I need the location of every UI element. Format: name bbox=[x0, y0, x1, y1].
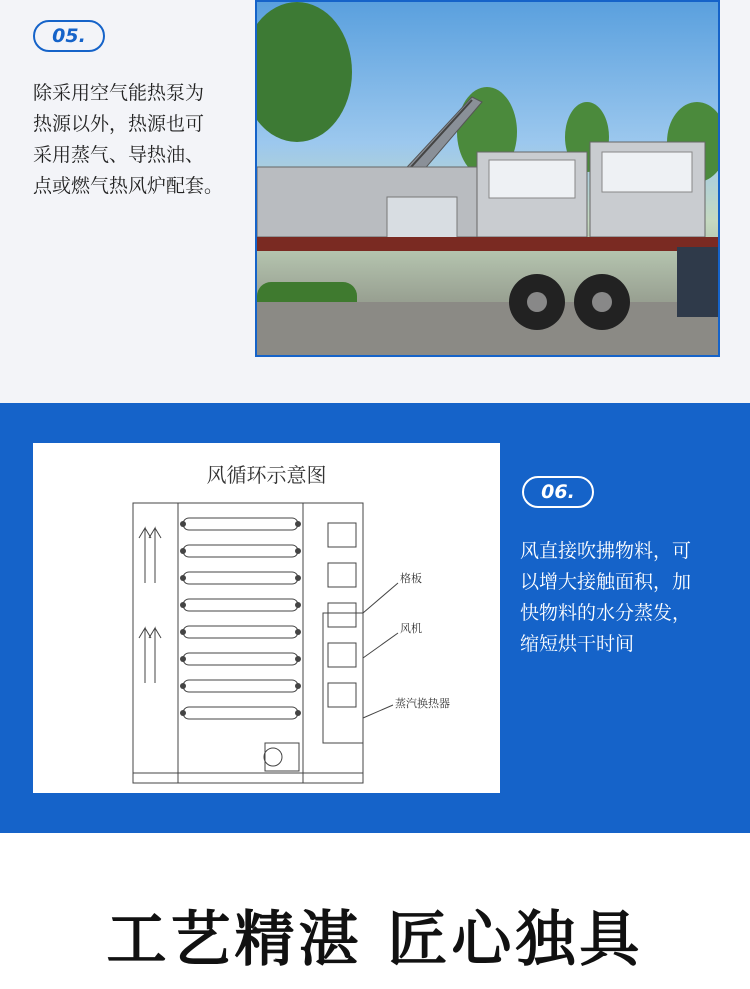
description-line: 以增大接触面积，加 bbox=[520, 571, 692, 593]
step-badge-05: 05. bbox=[33, 20, 105, 52]
section-06-description bbox=[520, 536, 740, 660]
description-line: 风直接吹拂物料，可 bbox=[520, 540, 692, 562]
air-circulation-diagram bbox=[33, 443, 500, 793]
diagram-drawing bbox=[33, 443, 500, 793]
description-line: 采用蒸气、导热油、 bbox=[33, 144, 205, 166]
description-line: 点或燃气热风炉配套。 bbox=[33, 175, 224, 197]
description-line: 热源以外，热源也可 bbox=[33, 113, 205, 135]
step-badge-06: 06. bbox=[522, 476, 594, 508]
description-line: 快物料的水分蒸发， bbox=[520, 602, 692, 624]
description-line: 缩短烘干时间 bbox=[520, 633, 635, 655]
label-fan: 风机 bbox=[400, 622, 422, 635]
slogan-heading: 工艺精湛 匠心独具 bbox=[106, 905, 644, 975]
label-grate: 格板 bbox=[400, 572, 422, 585]
section-05-description bbox=[33, 78, 243, 202]
description-line: 除采用空气能热泵为 bbox=[33, 82, 205, 104]
section-06 bbox=[0, 403, 750, 833]
diagram-title: 风循环示意图 bbox=[206, 463, 327, 487]
truck-dryer-photo bbox=[255, 0, 720, 357]
truck-dryer-illustration bbox=[257, 2, 718, 355]
label-steam-heater: 蒸汽换热器 bbox=[395, 697, 450, 710]
section-05 bbox=[0, 0, 750, 403]
